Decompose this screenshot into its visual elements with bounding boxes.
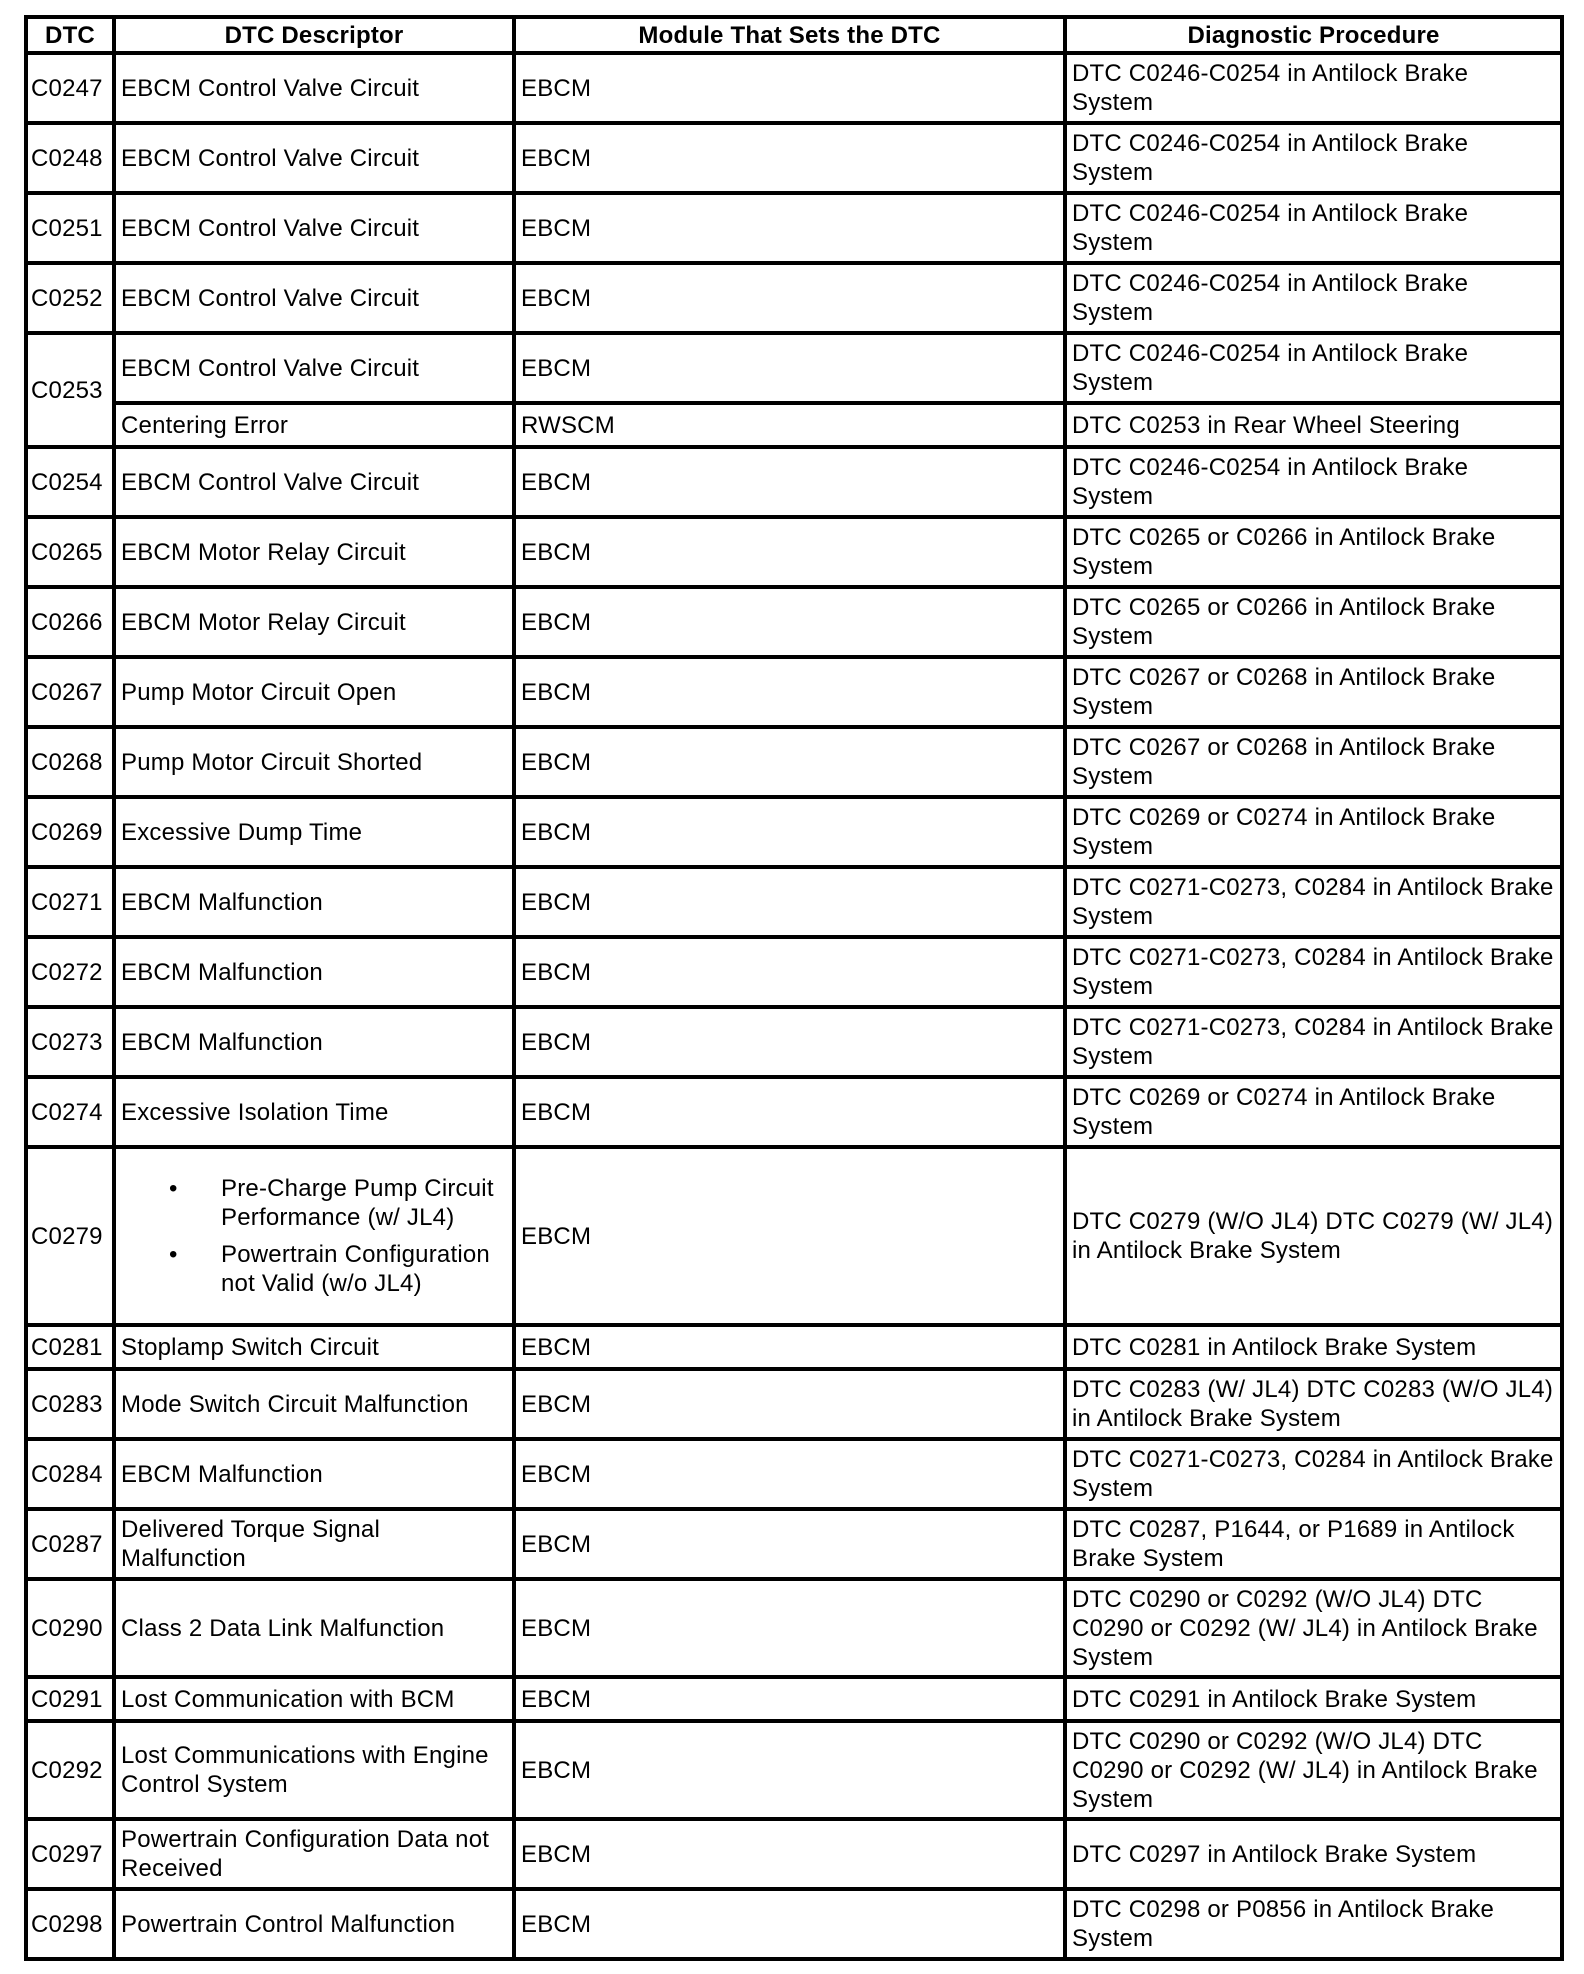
table-row — [26, 937, 1562, 1007]
dtc-descriptor: Mode Switch Circuit Malfunction — [114, 1369, 514, 1439]
dtc-descriptor: Powertrain Configuration Data not Received — [114, 1819, 514, 1889]
dtc-code: C0251 — [26, 193, 114, 263]
module-name: EBCM — [514, 1819, 1065, 1889]
dtc-code: C0248 — [26, 123, 114, 193]
dtc-code: C0291 — [26, 1677, 114, 1721]
table-row — [26, 193, 1562, 263]
dtc-descriptor: Powertrain Control Malfunction — [114, 1889, 514, 1959]
module-name: EBCM — [514, 1721, 1065, 1819]
dtc-code: C0254 — [26, 447, 114, 517]
dtc-code: C0287 — [26, 1509, 114, 1579]
module-name: EBCM — [514, 937, 1065, 1007]
dtc-descriptor: EBCM Control Valve Circuit — [114, 447, 514, 517]
module-name: EBCM — [514, 1147, 1065, 1325]
table-row — [26, 447, 1562, 517]
dtc-code: C0271 — [26, 867, 114, 937]
table-row — [26, 1819, 1562, 1889]
dtc-code: C0252 — [26, 263, 114, 333]
dtc-descriptor: Excessive Isolation Time — [114, 1077, 514, 1147]
table-row — [26, 403, 1562, 447]
table-row — [26, 517, 1562, 587]
diagnostic-procedure: DTC C0265 or C0266 in Antilock Brake System — [1065, 517, 1562, 587]
module-name: EBCM — [514, 333, 1065, 403]
dtc-descriptor: EBCM Motor Relay Circuit — [114, 517, 514, 587]
diagnostic-procedure: DTC C0246-C0254 in Antilock Brake System — [1065, 263, 1562, 333]
dtc-descriptor: Centering Error — [114, 403, 514, 447]
dtc-descriptor: EBCM Control Valve Circuit — [114, 193, 514, 263]
diagnostic-procedure: DTC C0279 (W/O JL4) DTC C0279 (W/ JL4) in Antilock Brake System — [1065, 1147, 1562, 1325]
table-row — [26, 1147, 1562, 1325]
dtc-descriptor: EBCM Control Valve Circuit — [114, 333, 514, 403]
table-row — [26, 1579, 1562, 1677]
header-dtc: DTC — [26, 17, 114, 53]
dtc-descriptor: Excessive Dump Time — [114, 797, 514, 867]
diagnostic-procedure: DTC C0246-C0254 in Antilock Brake System — [1065, 53, 1562, 123]
module-name: EBCM — [514, 1889, 1065, 1959]
dtc-descriptor: Lost Communications with Engine Control System — [114, 1721, 514, 1819]
dtc-code: C0281 — [26, 1325, 114, 1369]
module-name: EBCM — [514, 587, 1065, 657]
diagnostic-procedure: DTC C0271-C0273, C0284 in Antilock Brake System — [1065, 1439, 1562, 1509]
dtc-code: C0290 — [26, 1579, 114, 1677]
diagnostic-procedure: DTC C0287, P1644, or P1689 in Antilock Brake System — [1065, 1509, 1562, 1579]
diagnostic-procedure: DTC C0246-C0254 in Antilock Brake System — [1065, 193, 1562, 263]
bullet-icon: • — [169, 1241, 178, 1268]
bullet-text: Powertrain Configuration not Valid (w/o JL4) — [221, 1241, 490, 1297]
diagnostic-procedure: DTC C0246-C0254 in Antilock Brake System — [1065, 123, 1562, 193]
dtc-code: C0253 — [26, 333, 114, 447]
diagnostic-procedure: DTC C0246-C0254 in Antilock Brake System — [1065, 333, 1562, 403]
table-row — [26, 123, 1562, 193]
table-row — [26, 53, 1562, 123]
dtc-descriptor: EBCM Control Valve Circuit — [114, 263, 514, 333]
header-descriptor: DTC Descriptor — [114, 17, 514, 53]
dtc-descriptor: Pump Motor Circuit Shorted — [114, 727, 514, 797]
dtc-code: C0279 — [26, 1147, 114, 1325]
dtc-descriptor: EBCM Malfunction — [114, 937, 514, 1007]
dtc-code: C0265 — [26, 517, 114, 587]
diagnostic-procedure: DTC C0265 or C0266 in Antilock Brake System — [1065, 587, 1562, 657]
module-name: EBCM — [514, 53, 1065, 123]
diagnostic-procedure: DTC C0271-C0273, C0284 in Antilock Brake System — [1065, 937, 1562, 1007]
module-name: EBCM — [514, 263, 1065, 333]
module-name: EBCM — [514, 657, 1065, 727]
module-name: EBCM — [514, 1509, 1065, 1579]
dtc-descriptor: EBCM Malfunction — [114, 867, 514, 937]
module-name: EBCM — [514, 797, 1065, 867]
diagnostic-procedure: DTC C0271-C0273, C0284 in Antilock Brake System — [1065, 867, 1562, 937]
header-procedure: Diagnostic Procedure — [1065, 17, 1562, 53]
dtc-code: C0284 — [26, 1439, 114, 1509]
dtc-descriptor: Delivered Torque Signal Malfunction — [114, 1509, 514, 1579]
table-row — [26, 333, 1562, 403]
module-name: EBCM — [514, 867, 1065, 937]
dtc-descriptor — [114, 1147, 514, 1325]
bullet-icon: • — [169, 1175, 178, 1202]
module-name: EBCM — [514, 517, 1065, 587]
module-name: EBCM — [514, 1325, 1065, 1369]
module-name: EBCM — [514, 1677, 1065, 1721]
diagnostic-procedure: DTC C0290 or C0292 (W/O JL4) DTC C0290 or C0292 (W/ JL4) in Antilock Brake System — [1065, 1721, 1562, 1819]
dtc-code: C0247 — [26, 53, 114, 123]
dtc-code: C0297 — [26, 1819, 114, 1889]
dtc-code: C0292 — [26, 1721, 114, 1819]
module-name: EBCM — [514, 447, 1065, 517]
table-row — [26, 263, 1562, 333]
table-row — [26, 1889, 1562, 1959]
dtc-descriptor: Stoplamp Switch Circuit — [114, 1325, 514, 1369]
bullet-text: Pre-Charge Pump Circuit Performance (w/ JL4) — [221, 1175, 494, 1231]
table-row — [26, 1677, 1562, 1721]
dtc-code: C0273 — [26, 1007, 114, 1077]
module-name: EBCM — [514, 1077, 1065, 1147]
dtc-descriptor: Pump Motor Circuit Open — [114, 657, 514, 727]
diagnostic-procedure: DTC C0297 in Antilock Brake System — [1065, 1819, 1562, 1889]
table-row — [26, 1369, 1562, 1439]
diagnostic-procedure: DTC C0291 in Antilock Brake System — [1065, 1677, 1562, 1721]
module-name: EBCM — [514, 1369, 1065, 1439]
table-row — [26, 1325, 1562, 1369]
table-row — [26, 1439, 1562, 1509]
header-module: Module That Sets the DTC — [514, 17, 1065, 53]
dtc-descriptor: EBCM Motor Relay Circuit — [114, 587, 514, 657]
table-row — [26, 1509, 1562, 1579]
dtc-code: C0269 — [26, 797, 114, 867]
dtc-code: C0274 — [26, 1077, 114, 1147]
dtc-code: C0283 — [26, 1369, 114, 1439]
module-name: RWSCM — [514, 403, 1065, 447]
dtc-code: C0267 — [26, 657, 114, 727]
table-row — [26, 867, 1562, 937]
table-row — [26, 1721, 1562, 1819]
dtc-descriptor: EBCM Malfunction — [114, 1007, 514, 1077]
header-row — [26, 17, 1562, 53]
diagnostic-procedure: DTC C0269 or C0274 in Antilock Brake System — [1065, 797, 1562, 867]
module-name: EBCM — [514, 193, 1065, 263]
table-row — [26, 587, 1562, 657]
dtc-descriptor: Lost Communication with BCM — [114, 1677, 514, 1721]
diagnostic-procedure: DTC C0290 or C0292 (W/O JL4) DTC C0290 or C0292 (W/ JL4) in Antilock Brake System — [1065, 1579, 1562, 1677]
dtc-code: C0266 — [26, 587, 114, 657]
table-row — [26, 1007, 1562, 1077]
dtc-table — [24, 15, 1564, 1961]
diagnostic-procedure: DTC C0283 (W/ JL4) DTC C0283 (W/O JL4) in Antilock Brake System — [1065, 1369, 1562, 1439]
descriptor-bullet-list — [121, 1174, 507, 1298]
module-name: EBCM — [514, 123, 1065, 193]
diagnostic-procedure: DTC C0271-C0273, C0284 in Antilock Brake System — [1065, 1007, 1562, 1077]
diagnostic-procedure: DTC C0267 or C0268 in Antilock Brake System — [1065, 727, 1562, 797]
diagnostic-procedure: DTC C0253 in Rear Wheel Steering — [1065, 403, 1562, 447]
dtc-descriptor: EBCM Malfunction — [114, 1439, 514, 1509]
diagnostic-procedure: DTC C0246-C0254 in Antilock Brake System — [1065, 447, 1562, 517]
table-row — [26, 1077, 1562, 1147]
diagnostic-procedure: DTC C0269 or C0274 in Antilock Brake System — [1065, 1077, 1562, 1147]
dtc-code: C0268 — [26, 727, 114, 797]
module-name: EBCM — [514, 1439, 1065, 1509]
dtc-descriptor: Class 2 Data Link Malfunction — [114, 1579, 514, 1677]
diagnostic-procedure: DTC C0281 in Antilock Brake System — [1065, 1325, 1562, 1369]
module-name: EBCM — [514, 727, 1065, 797]
module-name: EBCM — [514, 1007, 1065, 1077]
module-name: EBCM — [514, 1579, 1065, 1677]
diagnostic-procedure: DTC C0298 or P0856 in Antilock Brake System — [1065, 1889, 1562, 1959]
dtc-descriptor: EBCM Control Valve Circuit — [114, 53, 514, 123]
diagnostic-procedure: DTC C0267 or C0268 in Antilock Brake System — [1065, 657, 1562, 727]
dtc-code: C0272 — [26, 937, 114, 1007]
dtc-code: C0298 — [26, 1889, 114, 1959]
table-row — [26, 727, 1562, 797]
dtc-descriptor: EBCM Control Valve Circuit — [114, 123, 514, 193]
table-row — [26, 657, 1562, 727]
list-item — [169, 1174, 507, 1232]
list-item — [169, 1240, 507, 1298]
table-row — [26, 797, 1562, 867]
